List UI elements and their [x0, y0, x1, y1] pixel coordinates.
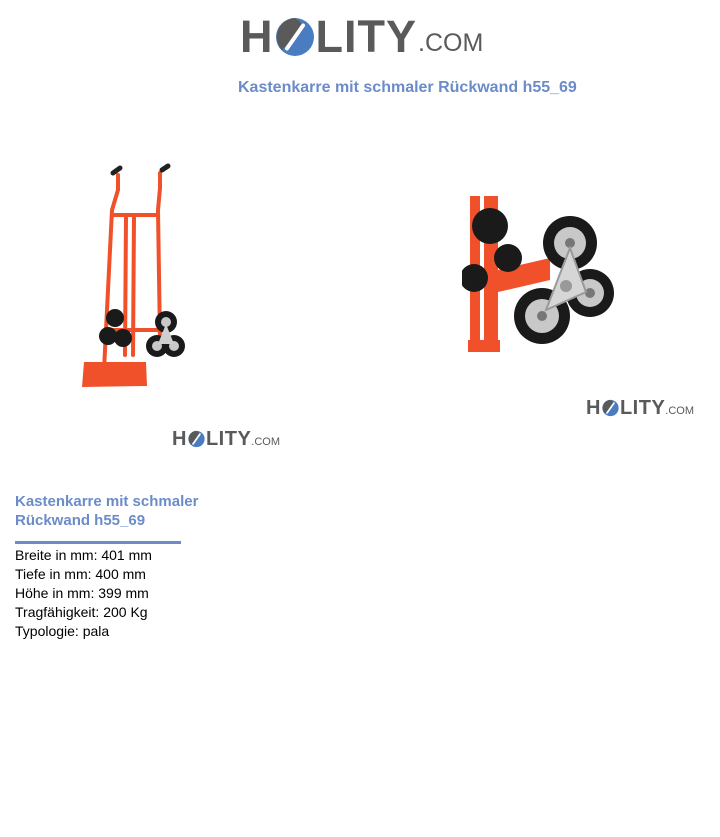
- logo-text-domain: .COM: [418, 29, 484, 57]
- wheel-detail-image: [462, 188, 622, 358]
- title-divider: [15, 541, 181, 544]
- product-title-line2: Rückwand h55_69: [15, 512, 146, 529]
- logo-text-h: H: [172, 428, 187, 450]
- page-title: Kastenkarre mit schmaler Rückwand h55_69: [238, 79, 577, 96]
- spec-label: Typologie:: [15, 623, 79, 639]
- spec-height: [15, 584, 152, 603]
- spec-list: [15, 546, 152, 641]
- product-title-line1: Kastenkarre mit schmaler: [15, 493, 199, 510]
- logo-o-icon: [188, 430, 205, 448]
- spec-label: Höhe in mm:: [15, 585, 95, 601]
- logo-text-domain: .COM: [251, 435, 281, 448]
- spec-capacity: [15, 603, 152, 622]
- holity-logo[interactable]: [240, 11, 484, 62]
- spec-width: [15, 546, 152, 565]
- spec-value: 400 mm: [95, 566, 146, 582]
- spec-label: Tiefe in mm:: [15, 566, 92, 582]
- logo-text-lity: LITY: [619, 397, 666, 419]
- wheels-front: [146, 311, 185, 357]
- logo-text-h: H: [586, 397, 601, 419]
- logo-text-lity: LITY: [205, 428, 252, 450]
- spec-type: [15, 622, 152, 641]
- logo-o-icon: [276, 16, 314, 58]
- spec-value: 200 Kg: [103, 604, 148, 620]
- spec-label: Tragfähigkeit:: [15, 604, 100, 620]
- spec-label: Breite in mm:: [15, 547, 98, 563]
- logo-text-domain: .COM: [665, 404, 695, 417]
- spec-depth: [15, 565, 152, 584]
- spec-value: pala: [82, 623, 110, 639]
- product-title: [15, 492, 235, 530]
- hand-truck-image: [20, 140, 260, 400]
- logo-o-icon: [602, 399, 619, 417]
- holity-logo-watermark-right: [586, 398, 694, 418]
- hand-truck-toe-plate: [82, 362, 147, 387]
- spec-value: 399 mm: [98, 585, 149, 601]
- logo-text-lity: LITY: [315, 11, 417, 62]
- holity-logo-watermark-left: [172, 429, 280, 449]
- spec-value: 401 mm: [101, 547, 152, 563]
- logo-text-h: H: [240, 11, 274, 62]
